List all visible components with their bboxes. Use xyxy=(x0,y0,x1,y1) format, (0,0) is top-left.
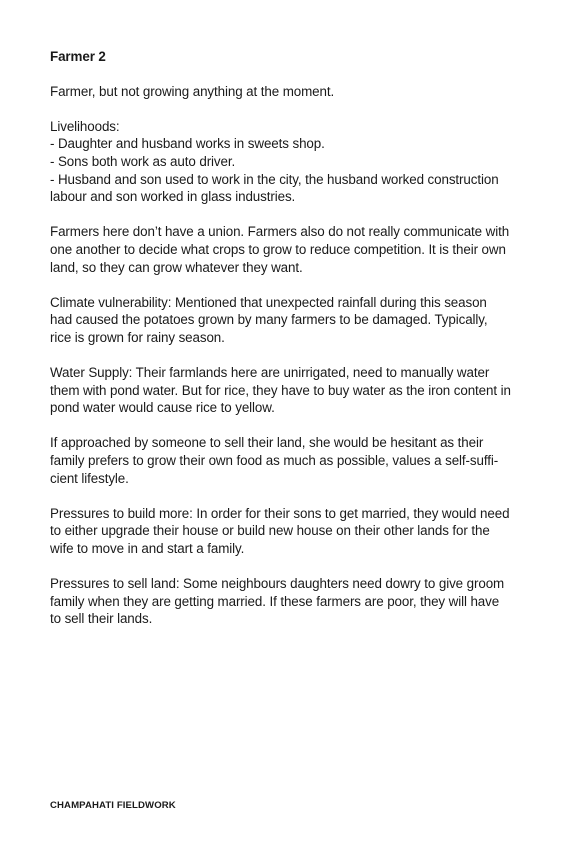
text-line: rice is grown for rainy season. xyxy=(50,329,225,345)
text-line: had caused the potatoes grown by many farmers to be damaged. Typically, xyxy=(50,312,488,328)
text-line: one another to decide what crops to grow to reduce competition. It is their own xyxy=(50,241,506,257)
document-body xyxy=(50,48,520,646)
paragraph-sell-land-hesitance xyxy=(50,434,520,487)
text-line: - Husband and son used to work in the city, the husband worked construction xyxy=(50,171,499,187)
text-line: Farmer, but not growing anything at the moment. xyxy=(50,83,335,99)
paragraph-intro xyxy=(50,83,520,101)
paragraph-sell-pressure xyxy=(50,575,520,628)
text-line: Farmers here don’t have a union. Farmers also do not really communicate with xyxy=(50,224,510,240)
document-title: Farmer 2 xyxy=(50,49,106,64)
text-line: cient lifestyle. xyxy=(50,470,129,486)
page-footer: CHAMPAHATI FIELDWORK xyxy=(50,800,176,811)
text-line: Climate vulnerability: Mentioned that unexpected rainfall during this season xyxy=(50,294,487,310)
text-line: - Daughter and husband works in sweets shop. xyxy=(50,136,325,152)
text-line: family prefers to grow their own food as much as possible, values a self-suffi- xyxy=(50,453,499,469)
text-line: labour and son worked in glass industries. xyxy=(50,189,296,205)
text-line: to either upgrade their house or build new house on their other lands for the xyxy=(50,523,490,539)
text-line: Water Supply: Their farmlands here are unirrigated, need to manually water xyxy=(50,365,490,381)
text-line: to sell their lands. xyxy=(50,611,153,627)
paragraph-climate xyxy=(50,294,520,347)
text-line: family when they are getting married. If these farmers are poor, they will have xyxy=(50,593,500,609)
text-line: wife to move in and start a family. xyxy=(50,541,245,557)
paragraph-livelihoods xyxy=(50,118,520,206)
paragraph-union xyxy=(50,223,520,276)
text-line: If approached by someone to sell their land, she would be hesitant as their xyxy=(50,435,484,451)
text-line: them with pond water. But for rice, they have to buy water as the iron content in xyxy=(50,382,511,398)
paragraph-water-supply xyxy=(50,364,520,417)
text-line: Livelihoods: xyxy=(50,118,120,134)
text-line: pond water would cause rice to yellow. xyxy=(50,400,275,416)
text-line: Pressures to build more: In order for their sons to get married, they would need xyxy=(50,505,510,521)
text-line: Pressures to sell land: Some neighbours daughters need dowry to give groom xyxy=(50,576,505,592)
text-line: - Sons both work as auto driver. xyxy=(50,153,236,169)
text-line: land, so they can grow whatever they want. xyxy=(50,259,303,275)
paragraph-build-pressure xyxy=(50,505,520,558)
